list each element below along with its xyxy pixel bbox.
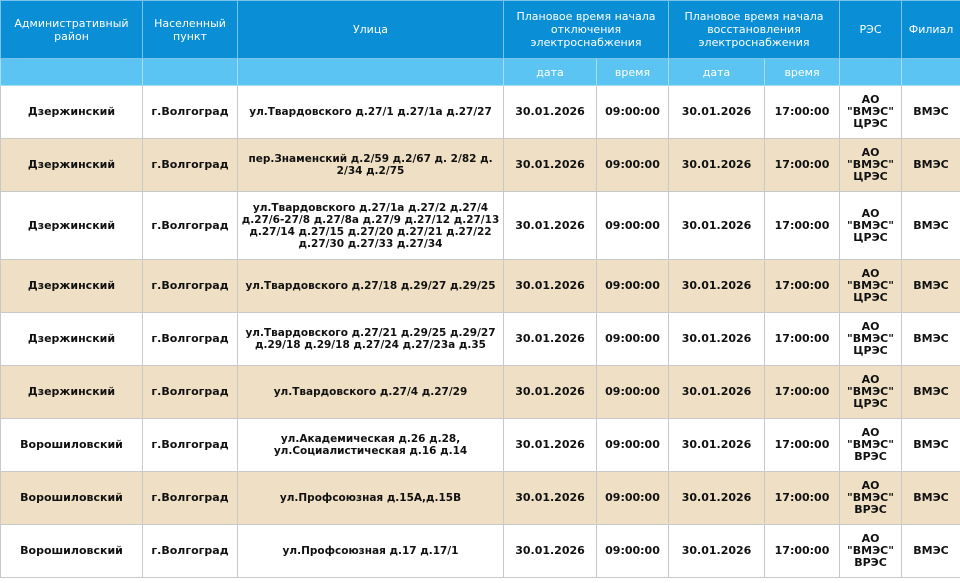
cell-district: Ворошиловский (1, 472, 143, 525)
cell-off-date: 30.01.2026 (504, 313, 597, 366)
cell-res: АО "ВМЭС" ВРЭС (840, 525, 902, 578)
cell-locality: г.Волгоград (143, 313, 238, 366)
subheader-empty (902, 59, 960, 86)
cell-res: АО "ВМЭС" ВРЭС (840, 472, 902, 525)
cell-locality: г.Волгоград (143, 192, 238, 260)
cell-res: АО "ВМЭС" ВРЭС (840, 419, 902, 472)
header-district: Административный район (1, 1, 143, 59)
cell-branch: ВМЭС (902, 366, 960, 419)
cell-off-time: 09:00:00 (597, 192, 669, 260)
cell-branch: ВМЭС (902, 192, 960, 260)
cell-district: Дзержинский (1, 192, 143, 260)
cell-off-date: 30.01.2026 (504, 260, 597, 313)
cell-res: АО "ВМЭС" ЦРЭС (840, 313, 902, 366)
cell-branch: ВМЭС (902, 313, 960, 366)
subheader-off-date: дата (504, 59, 597, 86)
cell-street: ул.Твардовского д.27/18 д.29/27 д.29/25 (238, 260, 504, 313)
table-row (1, 86, 960, 139)
cell-on-date: 30.01.2026 (669, 419, 765, 472)
cell-on-date: 30.01.2026 (669, 139, 765, 192)
table-row (1, 472, 960, 525)
subheader-empty (238, 59, 504, 86)
cell-off-date: 30.01.2026 (504, 192, 597, 260)
cell-street: ул.Академическая д.26 д.28, ул.Социалистическая д.16 д.14 (238, 419, 504, 472)
cell-locality: г.Волгоград (143, 419, 238, 472)
cell-on-date: 30.01.2026 (669, 313, 765, 366)
cell-off-date: 30.01.2026 (504, 86, 597, 139)
cell-district: Ворошиловский (1, 525, 143, 578)
table-row (1, 419, 960, 472)
cell-district: Дзержинский (1, 86, 143, 139)
cell-district: Ворошиловский (1, 419, 143, 472)
cell-locality: г.Волгоград (143, 366, 238, 419)
cell-branch: ВМЭС (902, 472, 960, 525)
table-row (1, 313, 960, 366)
cell-res: АО "ВМЭС" ЦРЭС (840, 139, 902, 192)
cell-locality: г.Волгоград (143, 86, 238, 139)
cell-on-date: 30.01.2026 (669, 86, 765, 139)
header-restore-start: Плановое время начала восстановления электроснабжения (669, 1, 840, 59)
cell-district: Дзержинский (1, 313, 143, 366)
subheader-empty (143, 59, 238, 86)
cell-res: АО "ВМЭС" ЦРЭС (840, 86, 902, 139)
cell-on-time: 17:00:00 (765, 313, 840, 366)
table-row (1, 139, 960, 192)
cell-branch: ВМЭС (902, 525, 960, 578)
cell-off-time: 09:00:00 (597, 86, 669, 139)
cell-off-date: 30.01.2026 (504, 139, 597, 192)
cell-on-time: 17:00:00 (765, 366, 840, 419)
cell-off-date: 30.01.2026 (504, 366, 597, 419)
cell-locality: г.Волгоград (143, 472, 238, 525)
cell-on-date: 30.01.2026 (669, 366, 765, 419)
header-outage-start: Плановое время начала отключения электроснабжения (504, 1, 669, 59)
cell-off-date: 30.01.2026 (504, 472, 597, 525)
cell-street: ул.Твардовского д.27/21 д.29/25 д.29/27 д.29/18 д.29/18 д.27/24 д.27/23а д.35 (238, 313, 504, 366)
cell-res: АО "ВМЭС" ЦРЭС (840, 192, 902, 260)
cell-on-time: 17:00:00 (765, 260, 840, 313)
header-res: РЭС (840, 1, 902, 59)
cell-on-time: 17:00:00 (765, 525, 840, 578)
cell-branch: ВМЭС (902, 139, 960, 192)
cell-off-time: 09:00:00 (597, 313, 669, 366)
cell-locality: г.Волгоград (143, 260, 238, 313)
table-row (1, 525, 960, 578)
cell-street: ул.Твардовского д.27/1 д.27/1а д.27/27 (238, 86, 504, 139)
table-row (1, 366, 960, 419)
cell-street: ул.Профсоюзная д.15А,д.15В (238, 472, 504, 525)
cell-district: Дзержинский (1, 366, 143, 419)
cell-off-time: 09:00:00 (597, 525, 669, 578)
subheader-on-date: дата (669, 59, 765, 86)
cell-on-time: 17:00:00 (765, 472, 840, 525)
cell-street: ул.Профсоюзная д.17 д.17/1 (238, 525, 504, 578)
cell-off-time: 09:00:00 (597, 139, 669, 192)
header-branch: Филиал (902, 1, 960, 59)
cell-district: Дзержинский (1, 139, 143, 192)
cell-off-time: 09:00:00 (597, 419, 669, 472)
table-row (1, 192, 960, 260)
cell-street: пер.Знаменский д.2/59 д.2/67 д. 2/82 д. 2/34 д.2/75 (238, 139, 504, 192)
cell-on-date: 30.01.2026 (669, 260, 765, 313)
cell-district: Дзержинский (1, 260, 143, 313)
cell-on-time: 17:00:00 (765, 192, 840, 260)
cell-on-time: 17:00:00 (765, 139, 840, 192)
subheader-on-time: время (765, 59, 840, 86)
cell-branch: ВМЭС (902, 260, 960, 313)
cell-street: ул.Твардовского д.27/4 д.27/29 (238, 366, 504, 419)
cell-off-date: 30.01.2026 (504, 419, 597, 472)
cell-branch: ВМЭС (902, 419, 960, 472)
cell-locality: г.Волгоград (143, 139, 238, 192)
cell-on-time: 17:00:00 (765, 86, 840, 139)
cell-branch: ВМЭС (902, 86, 960, 139)
subheader-empty (1, 59, 143, 86)
cell-on-date: 30.01.2026 (669, 192, 765, 260)
cell-off-time: 09:00:00 (597, 366, 669, 419)
cell-res: АО "ВМЭС" ЦРЭС (840, 260, 902, 313)
cell-off-date: 30.01.2026 (504, 525, 597, 578)
cell-off-time: 09:00:00 (597, 260, 669, 313)
cell-on-date: 30.01.2026 (669, 472, 765, 525)
header-locality: Населенный пункт (143, 1, 238, 59)
cell-street: ул.Твардовского д.27/1а д.27/2 д.27/4 д.27/6-27/8 д.27/8а д.27/9 д.27/12 д.27/13 д.27/14 д.27/15 д.27/20 д.27/21 д.27/22 д.27/30 д.27/33 д.27/34 (238, 192, 504, 260)
table-row (1, 260, 960, 313)
cell-on-date: 30.01.2026 (669, 525, 765, 578)
cell-off-time: 09:00:00 (597, 472, 669, 525)
cell-res: АО "ВМЭС" ЦРЭС (840, 366, 902, 419)
subheader-off-time: время (597, 59, 669, 86)
header-street: Улица (238, 1, 504, 59)
subheader-empty (840, 59, 902, 86)
cell-on-time: 17:00:00 (765, 419, 840, 472)
cell-locality: г.Волгоград (143, 525, 238, 578)
